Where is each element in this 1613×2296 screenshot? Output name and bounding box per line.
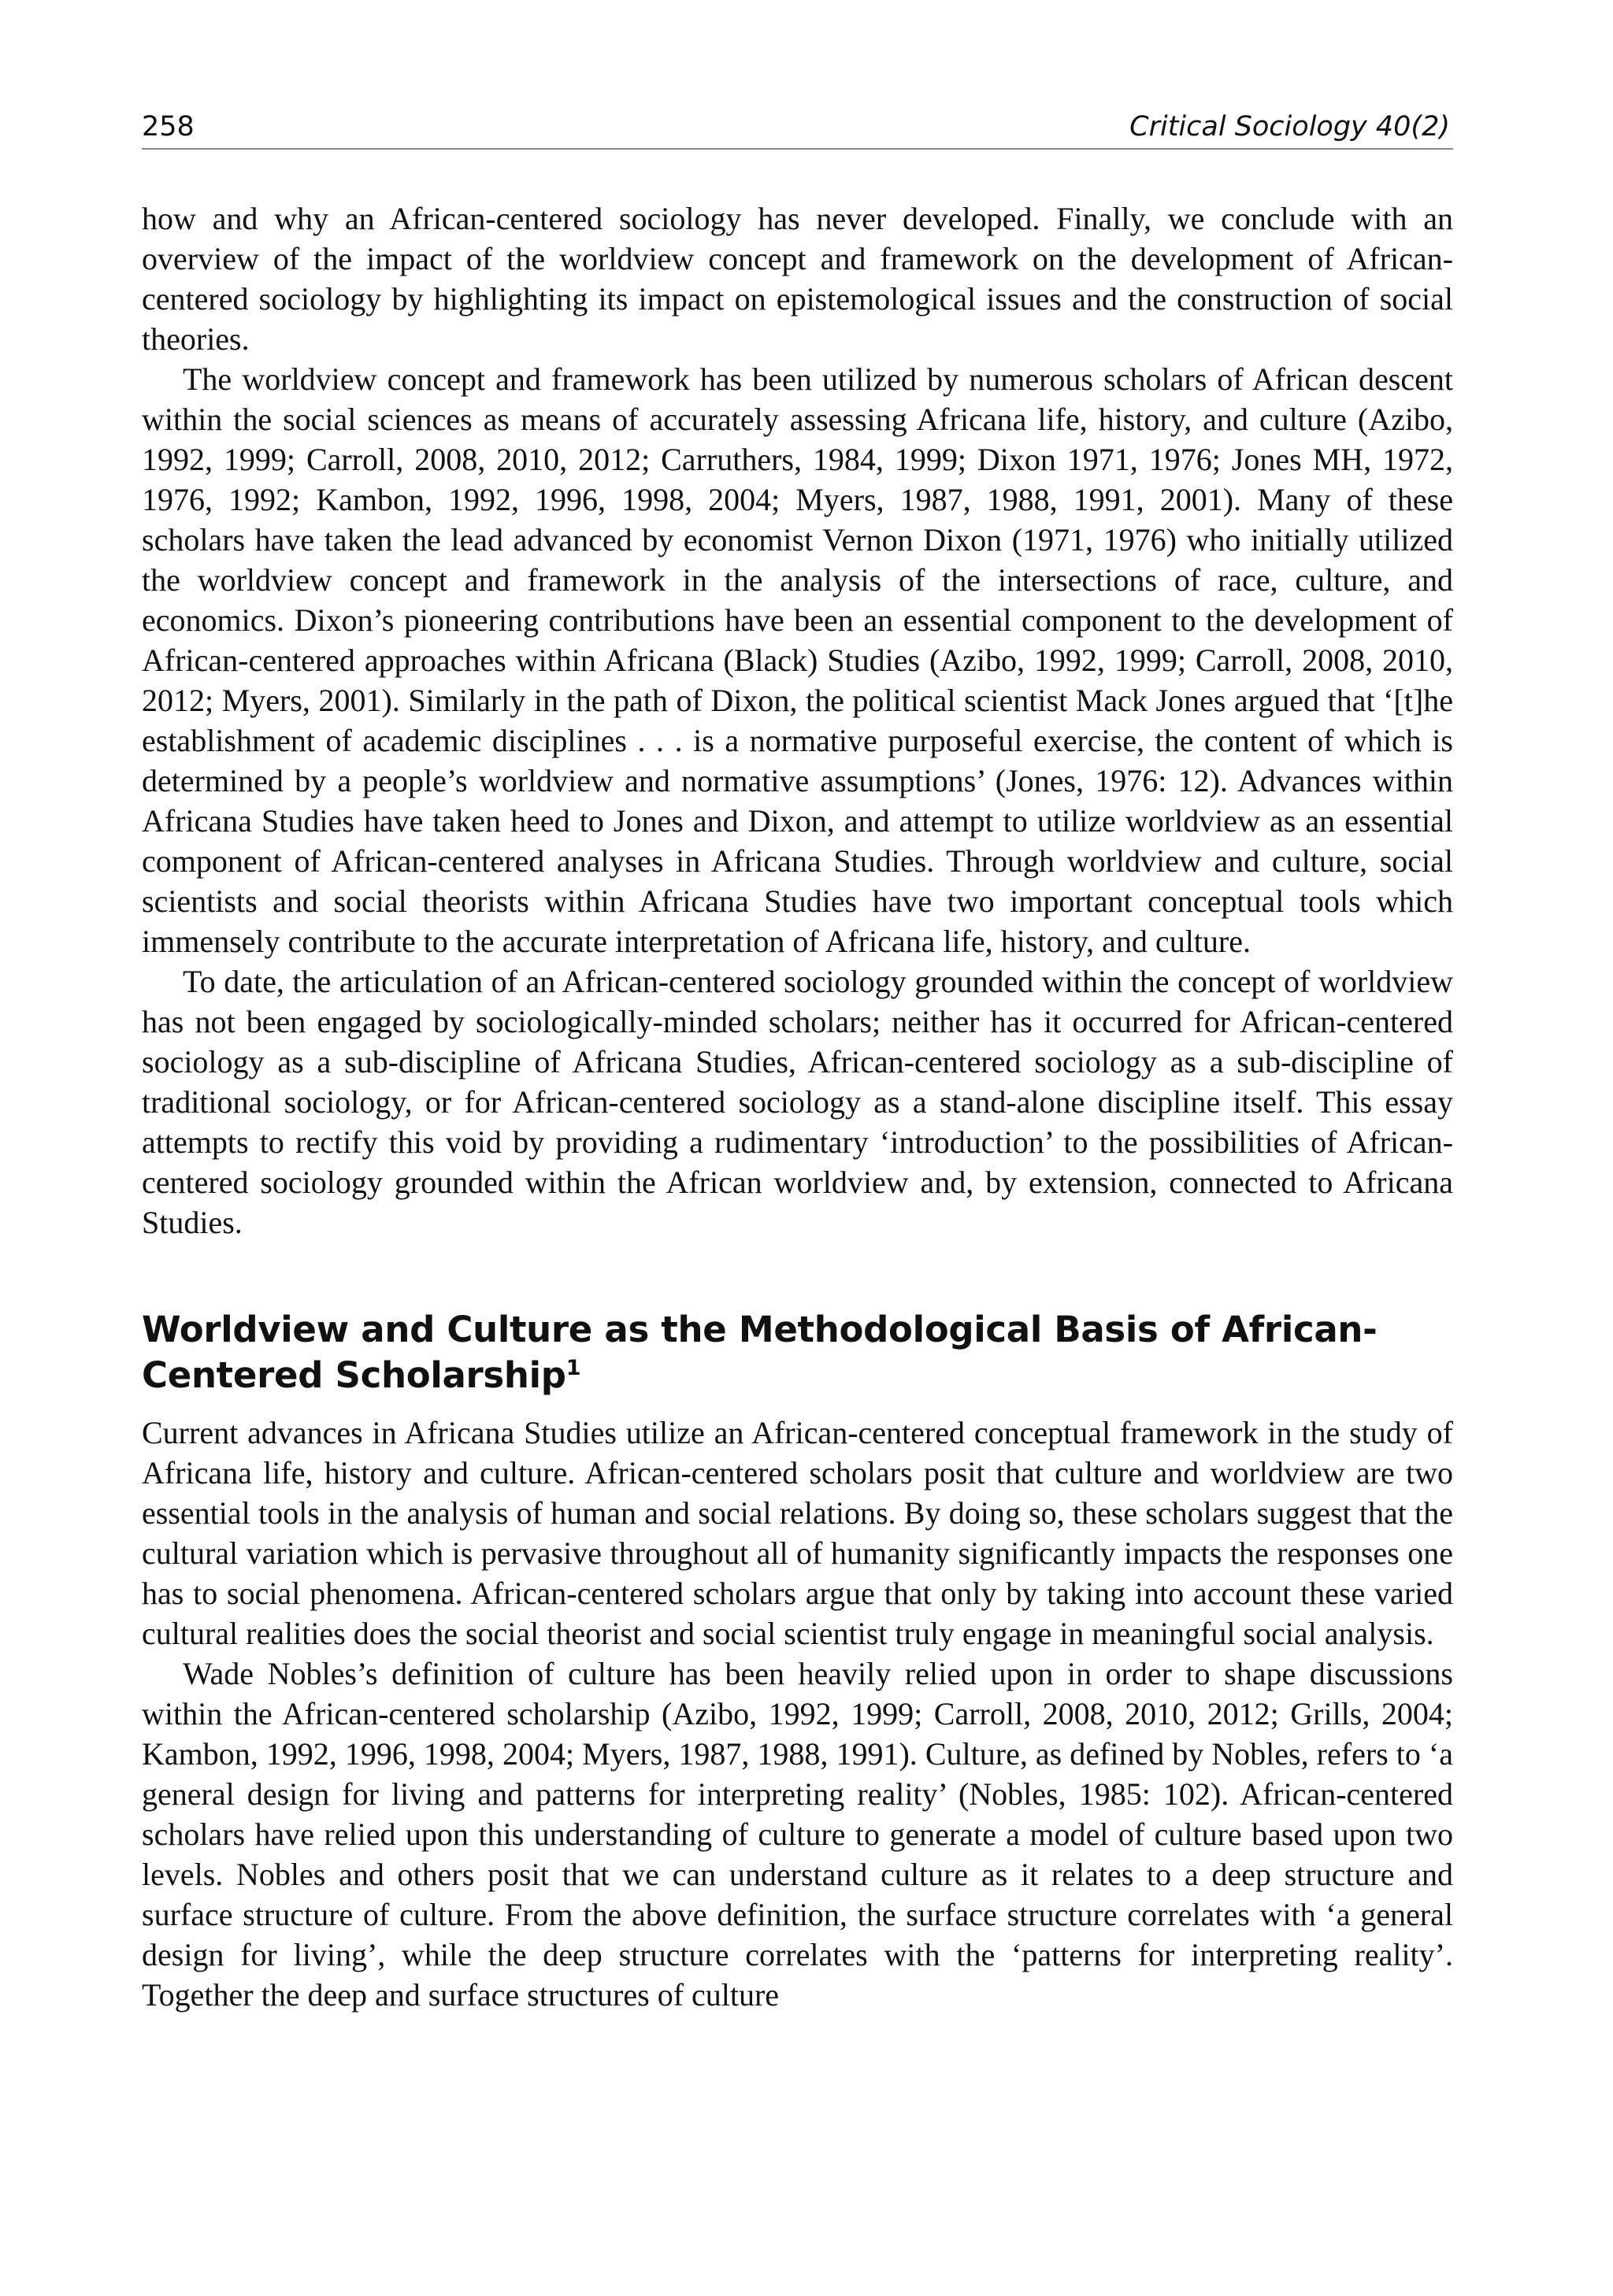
journal-title: Critical Sociology 40(2) (1129, 111, 1450, 143)
footnote-marker: 1 (565, 1356, 581, 1380)
page-number: 258 (142, 111, 195, 143)
article-body (142, 197, 1453, 2015)
section-heading (142, 1307, 1453, 1398)
body-paragraph: Wade Nobles’s definition of culture has been heavily relied upon in order to shape discussions within the African-centered scholarship (Azibo, 1992, 1999; Carroll, 2008, 2010, 2012; Grills, 2004; Kambon, 1992, 1996, 1998, 2004; Myers, 1987, 1988, 1991). Culture, as defined by Nobles, refers to ‘a general design for living and patterns for interpreting reality’ (Nobles, 1985: 102). African-centered scholars have relied upon this understanding of culture to generate a model of culture based upon two levels. Nobles and others posit that we can understand culture as it relates to a deep structure and surface structure of culture. From the above definition, the surface structure correlates with ‘a general design for living’, while the deep structure correlates with the ‘patterns for interpreting reality’. Together the deep and surface structures of culture (142, 1656, 1453, 2013)
body-paragraph: To date, the articulation of an African-centered sociology grounded within the concept of worldview has not been engaged by sociologically-minded scholars; neither has it occurred for African-centered sociology as a sub-discipline of Africana Studies, African-centered sociology as a sub-discipline of traditional sociology, or for African-centered sociology as a stand-alone discipline itself. This essay attempts to rectify this void by providing a rudimentary ‘introduction’ to the possibilities of African-centered sociology grounded within the African worldview and, by extension, connected to Africana Studies. (142, 964, 1453, 1240)
body-paragraph: how and why an African-centered sociology has never developed. Finally, we conclude with an overview of the impact of the worldview concept and framework on the development of African-centered sociology by highlighting its impact on epistemological issues and the construction of social theories. (142, 201, 1453, 357)
running-header (142, 109, 1453, 150)
body-paragraph: Current advances in Africana Studies utilize an African-centered conceptual framework in the study of Africana life, history and culture. African-centered scholars posit that culture and worldview are two essential tools in the analysis of human and social relations. By doing so, these scholars suggest that the cultural variation which is pervasive throughout all of humanity significantly impacts the responses one has to social phenomena. African-centered scholars argue that only by taking into account these varied cultural realities does the social theorist and social scientist truly engage in meaningful social analysis. (142, 1415, 1453, 1651)
body-paragraph: The worldview concept and framework has been utilized by numerous scholars of African descent within the social sciences as means of accurately assessing Africana life, history, and culture (Azibo, 1992, 1999; Carroll, 2008, 2010, 2012; Carruthers, 1984, 1999; Dixon 1971, 1976; Jones MH, 1972, 1976, 1992; Kambon, 1992, 1996, 1998, 2004; Myers, 1987, 1988, 1991, 2001). Many of these scholars have taken the lead advanced by economist Vernon Dixon (1971, 1976) who initially utilized the worldview concept and framework in the analysis of the intersections of race, culture, and economics. Dixon’s pioneering contributions have been an essential component to the development of African-centered approaches within Africana (Black) Studies (Azibo, 1992, 1999; Carroll, 2008, 2010, 2012; Myers, 2001). Similarly in the path of Dixon, the political scientist Mack Jones argued that ‘[t]he establishment of academic disciplines . . . is a normative purposeful exercise, the content of which is determined by a people’s worldview and normative assumptions’ (Jones, 1976: 12). Advances within Africana Studies have taken heed to Jones and Dixon, and attempt to utilize worldview as an essential component of African-centered analyses in Africana Studies. Through worldview and culture, social scientists and social theorists within Africana Studies have two important conceptual tools which immensely contribute to the accurate interpretation of Africana life, history, and culture. (142, 361, 1453, 959)
section-heading-text: Worldview and Culture as the Methodological Basis of African-Centered Scholarship (142, 1309, 1378, 1396)
